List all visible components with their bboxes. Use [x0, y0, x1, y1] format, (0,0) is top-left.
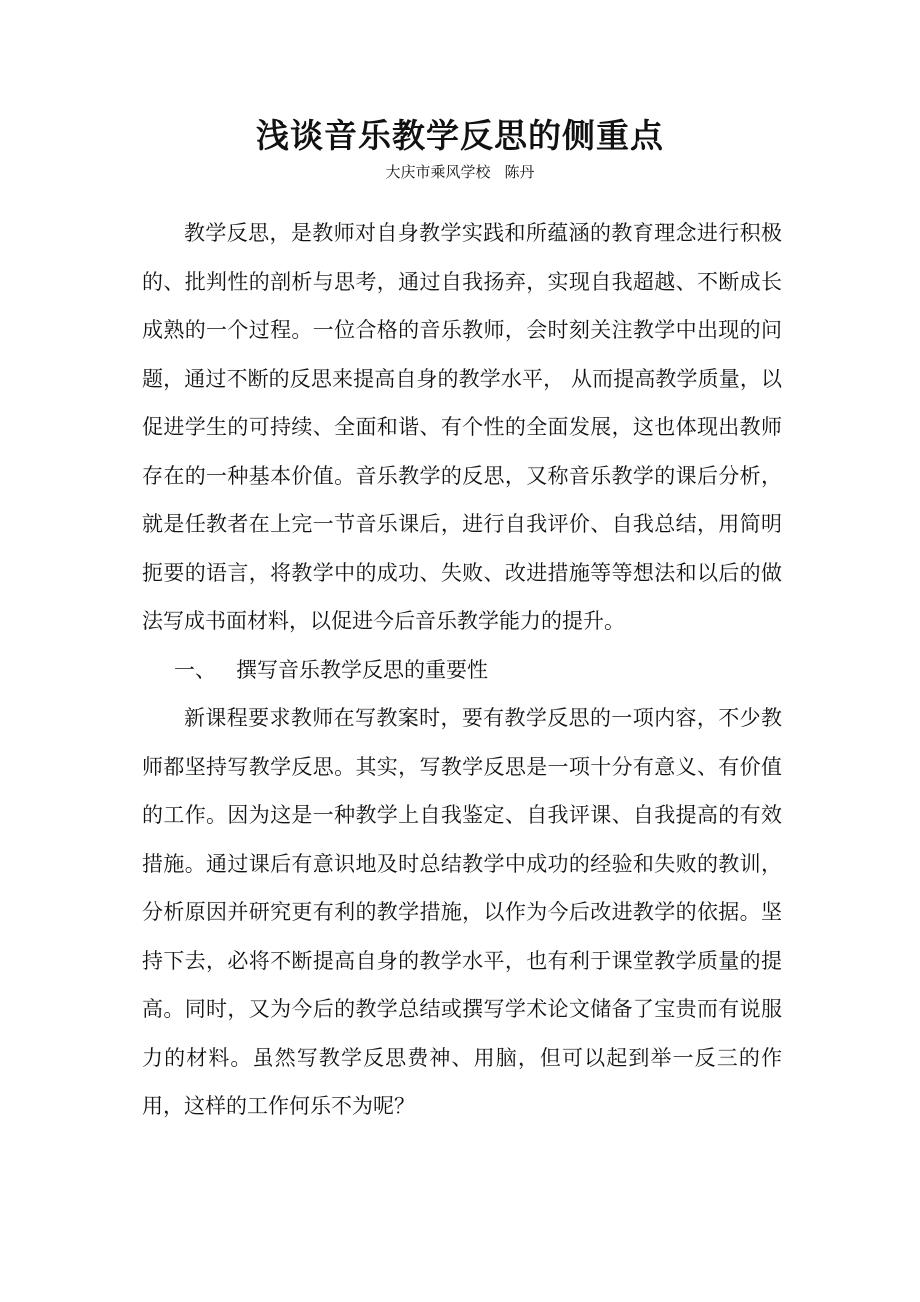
section-heading — [142, 646, 782, 695]
intro-paragraph: 教学反思，是教师对自身教学实践和所蕴涵的教育理念进行积极的、批判性的剖析与思考，通过自我扬弃，实现自我超越、不断成长成熟的一个过程。一位合格的音乐教师，会时刻关注教学中出现的问题，通过不断的反思来提高自身的教学水平， 从而提高教学质量，以促进学生的可持续、全面和谐、有个性的全面发展，这也体现出教师存在的一种基本价值。音乐教学的反思，又称音乐教学的课后分析，就是任教者在上完一节音乐课后，进行自我评价、自我总结，用简明扼要的语言，将教学中的成功、失败、改进措施等等想法和以后的做法写成书面材料，以促进今后音乐教学能力的提升。 — [142, 221, 782, 633]
document-body — [142, 209, 782, 1131]
section-paragraph: 新课程要求教师在写教案时，要有教学反思的一项内容，不少教师都坚持写教学反思。其实，写教学反思是一项十分有意义、有价值的工作。因为这是一种教学上自我鉴定、自我评课、自我提高的有效措施。通过课后有意识地及时总结教学中成功的经验和失败的教训，分析原因并研究更有利的教学措施，以作为今后改进教学的依据。坚持下去，必将不断提高自身的教学水平，也有利于课堂教学质量的提高。同时，又为今后的教学总结或撰写学术论文储备了宝贵而有说服力的材料。虽然写教学反思费神、用脑，但可以起到举一反三的作用，这样的工作何乐不为呢？ — [142, 706, 782, 1118]
document-title: 浅谈音乐教学反思的侧重点 — [256, 116, 664, 155]
author-byline — [0, 160, 920, 184]
author-name: 陈丹 — [504, 163, 535, 181]
section-number: 一、 — [174, 657, 216, 682]
section-heading-text: 撰写音乐教学反思的重要性 — [236, 657, 488, 682]
author-school: 大庆市乘风学校 — [385, 163, 491, 181]
